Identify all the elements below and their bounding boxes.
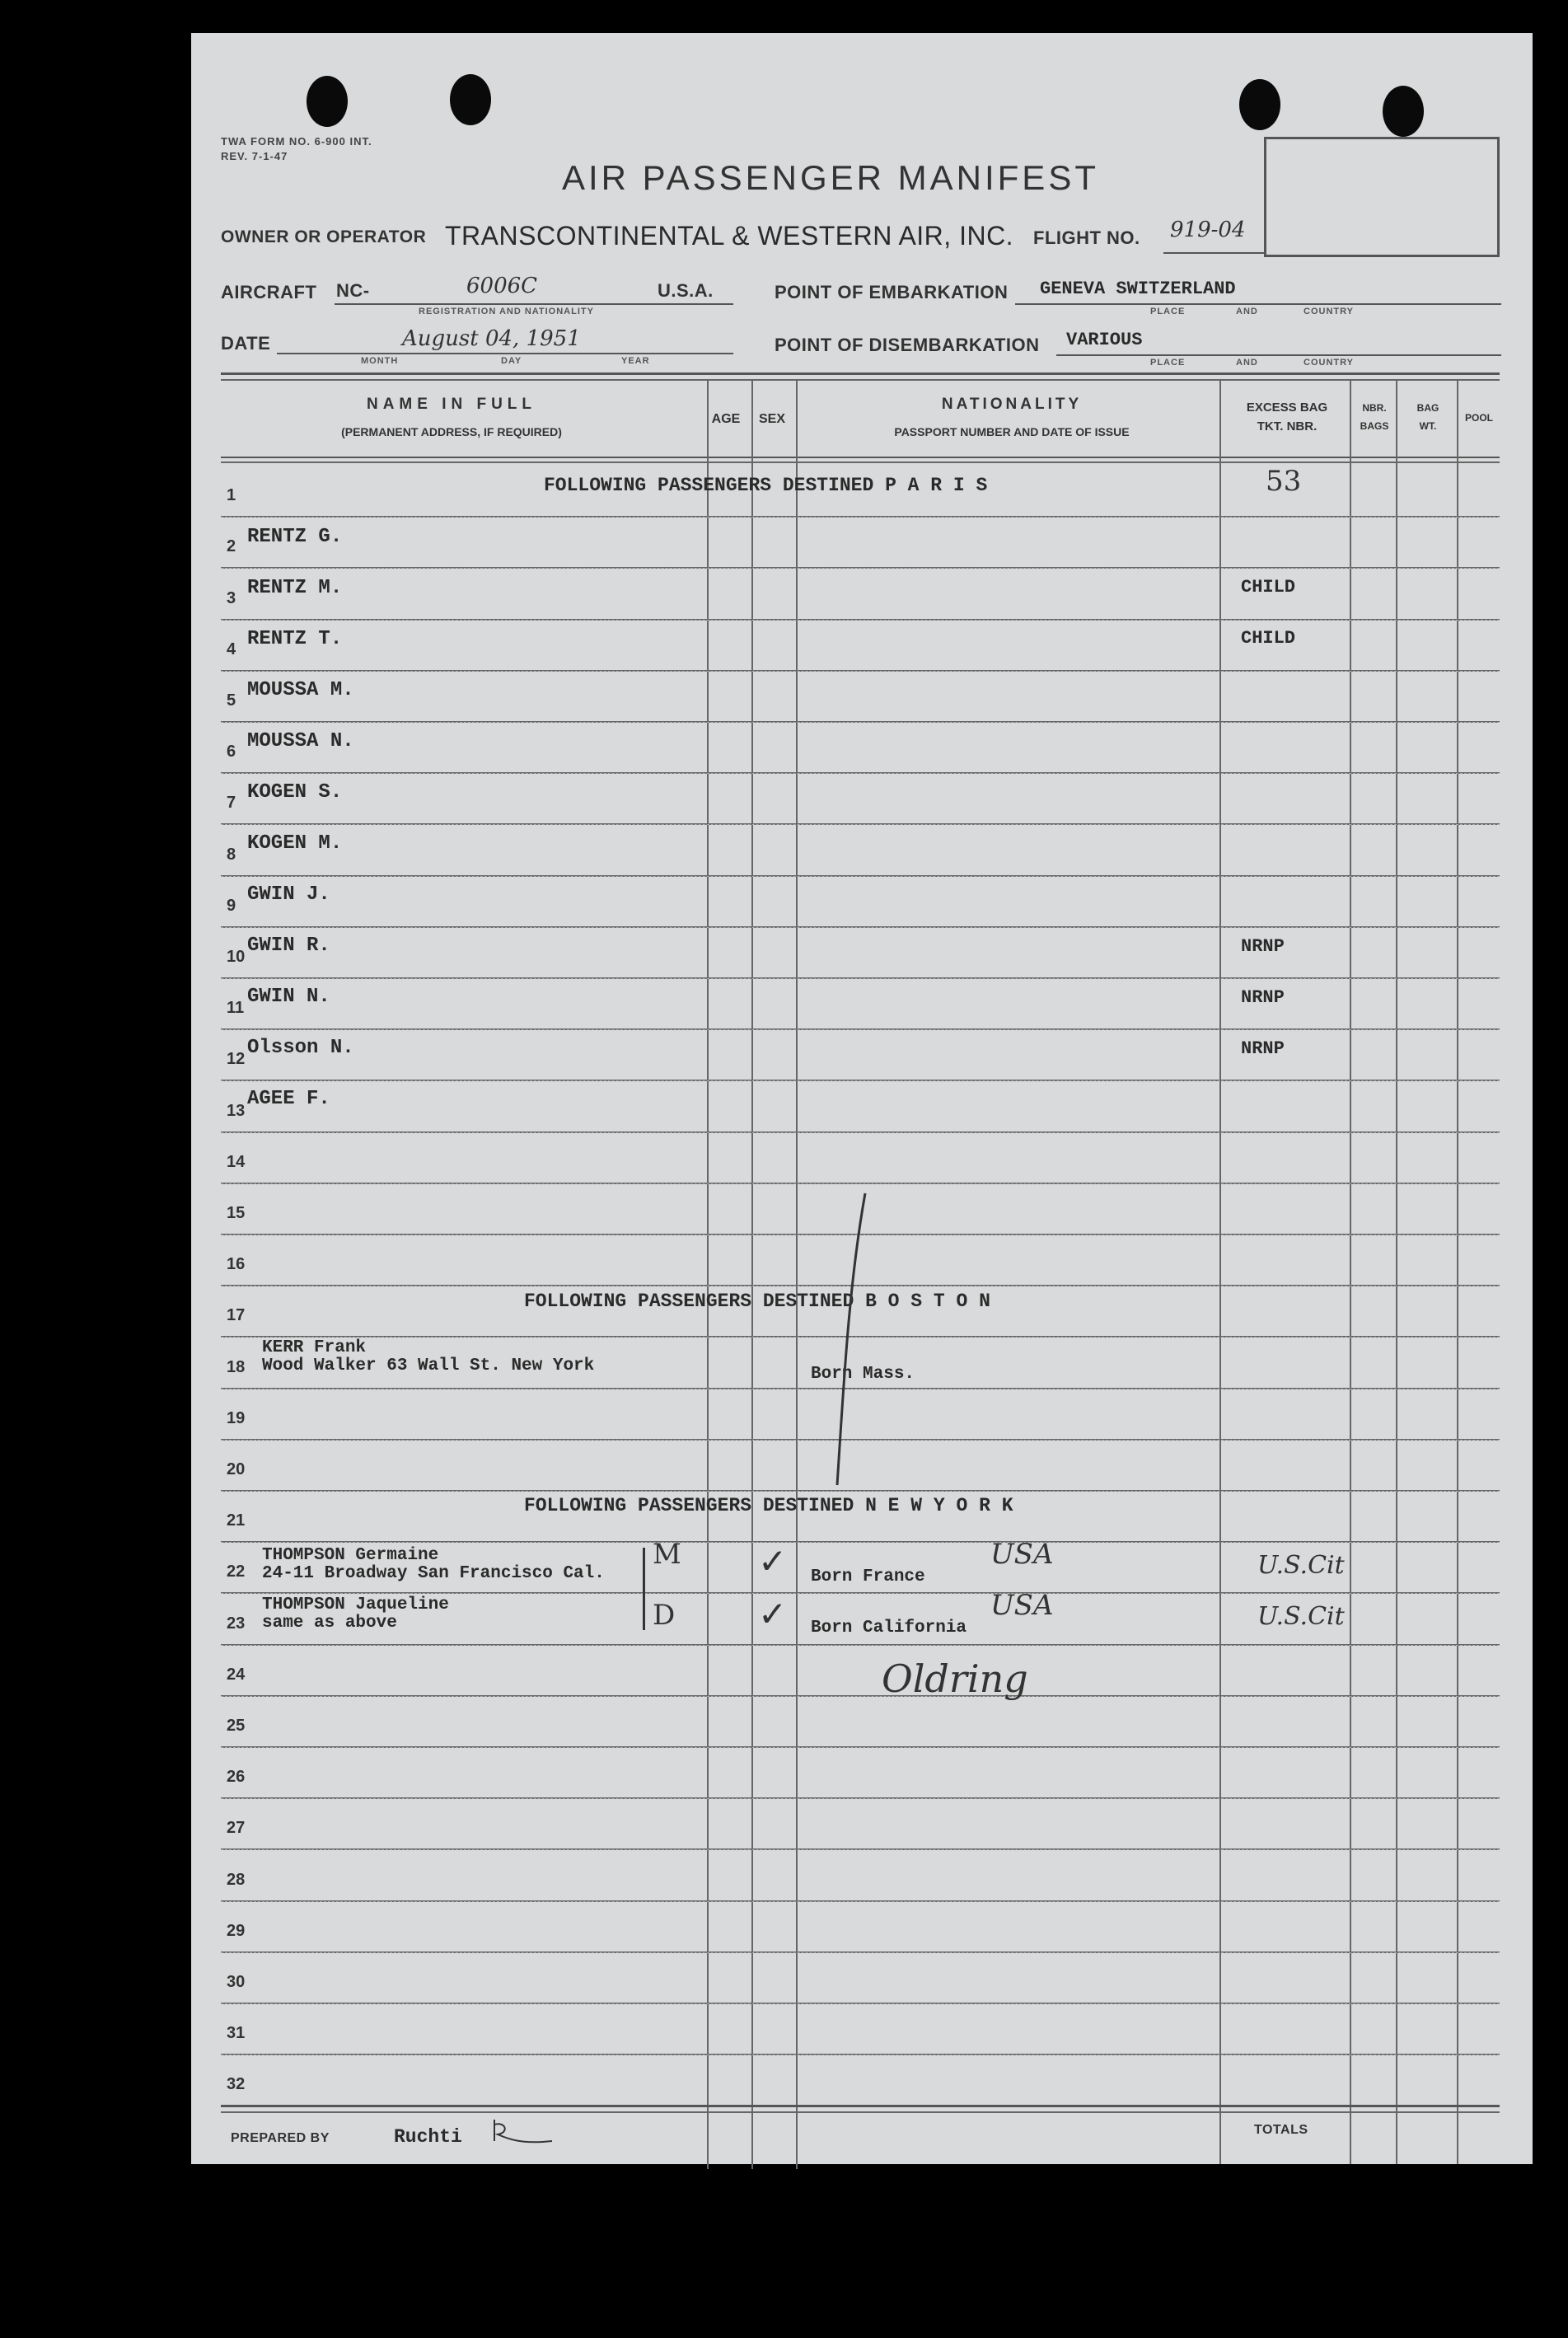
day-caption: DAY bbox=[501, 356, 522, 366]
passenger-nationality: Born California bbox=[811, 1619, 967, 1638]
punch-hole bbox=[307, 76, 348, 127]
row-line bbox=[221, 1592, 1500, 1594]
excess-note: CHILD bbox=[1241, 628, 1296, 649]
row-number: 1 bbox=[227, 486, 236, 504]
passenger-address: 24-11 Broadway San Francisco Cal. bbox=[262, 1564, 605, 1583]
form-number: TWA FORM NO. 6-900 INT. bbox=[221, 135, 372, 148]
passenger-name: THOMPSON Germaine bbox=[262, 1546, 439, 1565]
col-nbr-bags-header: NBR. BAGS bbox=[1360, 402, 1389, 432]
row-line bbox=[221, 2054, 1500, 2055]
disembark-label: POINT OF DISEMBARKATION bbox=[775, 335, 1040, 355]
passenger-name: RENTZ T. bbox=[247, 628, 343, 650]
col-bag-wt-header: BAG WT. bbox=[1416, 402, 1439, 432]
row-number: 4 bbox=[227, 640, 236, 658]
row-number: 13 bbox=[227, 1102, 246, 1120]
row-number: 17 bbox=[227, 1306, 246, 1324]
col-sex-header: SEX bbox=[758, 412, 785, 426]
row-line bbox=[221, 823, 1500, 825]
punch-hole bbox=[1239, 79, 1280, 130]
row-number: 24 bbox=[227, 1666, 246, 1684]
excess-note: NRNP bbox=[1241, 936, 1285, 957]
embark-country-caption: COUNTRY bbox=[1304, 307, 1354, 316]
pen-stroke bbox=[826, 1187, 892, 1492]
nationality-handwritten: USA bbox=[990, 1538, 1054, 1571]
row-number: 16 bbox=[227, 1255, 246, 1273]
col-pool-header: POOL bbox=[1464, 412, 1493, 424]
excess-bag-53: 53 bbox=[1266, 465, 1302, 498]
row-number: 23 bbox=[227, 1614, 246, 1633]
row-line bbox=[221, 567, 1500, 569]
row-line bbox=[221, 875, 1500, 877]
row-number: 15 bbox=[227, 1204, 246, 1222]
flight-number: 919-04 bbox=[1170, 218, 1246, 242]
disembark-and-caption: AND bbox=[1236, 358, 1258, 368]
embark-place-caption: PLACE bbox=[1150, 307, 1186, 316]
excess-note: NRNP bbox=[1241, 1038, 1285, 1059]
passenger-address: Wood Walker 63 Wall St. New York bbox=[262, 1356, 595, 1375]
excess-note: CHILD bbox=[1241, 577, 1296, 597]
passenger-name: AGEE F. bbox=[247, 1088, 330, 1110]
totals-label: TOTALS bbox=[1254, 2123, 1308, 2137]
aircraft-prefix: NC- bbox=[336, 280, 370, 301]
row-line bbox=[221, 1695, 1500, 1697]
passenger-name: THOMPSON Jaqueline bbox=[262, 1595, 449, 1614]
manifest-paper bbox=[191, 33, 1533, 2164]
passenger-name: KOGEN M. bbox=[247, 832, 343, 855]
row-line bbox=[221, 1028, 1500, 1030]
row-number: 25 bbox=[227, 1717, 246, 1735]
flight-label: FLIGHT NO. bbox=[1033, 227, 1140, 248]
row-number: 10 bbox=[227, 948, 246, 966]
prepared-by-label: PREPARED BY bbox=[231, 2131, 330, 2145]
punch-hole bbox=[1383, 86, 1424, 137]
checkmark: ✓ bbox=[758, 1541, 788, 1581]
row-line bbox=[221, 516, 1500, 518]
row-line bbox=[221, 1183, 1500, 1184]
checkmark: ✓ bbox=[758, 1594, 788, 1634]
passenger-name: GWIN J. bbox=[247, 883, 330, 906]
row-number: 32 bbox=[227, 2075, 246, 2093]
passenger-sex: M bbox=[653, 1538, 681, 1571]
row-number: 11 bbox=[227, 999, 245, 1017]
row-number: 20 bbox=[227, 1460, 246, 1478]
year-caption: YEAR bbox=[621, 356, 650, 366]
initials-mark bbox=[489, 2116, 555, 2149]
row-number: 9 bbox=[227, 897, 236, 915]
aircraft-registration: 6006C bbox=[466, 274, 538, 298]
row-line bbox=[221, 1746, 1500, 1748]
passenger-name: GWIN N. bbox=[247, 986, 330, 1008]
citizenship-note: U.S.Cit bbox=[1257, 1602, 1345, 1631]
row-number: 29 bbox=[227, 1922, 246, 1940]
disembark-place-caption: PLACE bbox=[1150, 358, 1186, 368]
passenger-nationality: Born Mass. bbox=[811, 1365, 915, 1384]
nationality-handwritten: USA bbox=[990, 1589, 1054, 1622]
passenger-name: RENTZ G. bbox=[247, 526, 343, 548]
date-label: DATE bbox=[221, 333, 271, 354]
punch-hole bbox=[450, 74, 491, 125]
row-line bbox=[221, 926, 1500, 928]
disembark-country-caption: COUNTRY bbox=[1304, 358, 1354, 368]
row-number: 19 bbox=[227, 1409, 246, 1427]
owner-value: TRANSCONTINENTAL & WESTERN AIR, INC. bbox=[445, 221, 1014, 251]
embark-label: POINT OF EMBARKATION bbox=[775, 282, 1009, 302]
disembark-value: VARIOUS bbox=[1066, 330, 1143, 350]
row-number: 6 bbox=[227, 743, 236, 761]
row-number: 18 bbox=[227, 1358, 246, 1376]
passenger-nationality: Born France bbox=[811, 1567, 925, 1586]
col-age-header: AGE bbox=[711, 412, 741, 426]
new-york-banner: FOLLOWING PASSENGERS DESTINED N E W Y O R K bbox=[524, 1495, 1013, 1516]
aircraft-caption: REGISTRATION AND NATIONALITY bbox=[419, 307, 594, 316]
prepared-by-name: Ruchti bbox=[394, 2126, 462, 2148]
passenger-name: KERR Frank bbox=[262, 1338, 367, 1357]
row-line bbox=[221, 1951, 1500, 1953]
row-number: 27 bbox=[227, 1819, 246, 1837]
citizenship-note: U.S.Cit bbox=[1257, 1551, 1345, 1580]
row-line bbox=[221, 1541, 1500, 1543]
passenger-name: Olsson N. bbox=[247, 1037, 354, 1059]
row-number: 26 bbox=[227, 1768, 246, 1786]
embark-value: GENEVA SWITZERLAND bbox=[1040, 279, 1236, 299]
passenger-name: KOGEN S. bbox=[247, 781, 343, 804]
row-line bbox=[221, 1080, 1500, 1081]
embark-and-caption: AND bbox=[1236, 307, 1258, 316]
col-excess-header: EXCESS BAG TKT. NBR. bbox=[1246, 401, 1328, 433]
col-name-header: NAME IN FULL (PERMANENT ADDRESS, IF REQUIRED) bbox=[341, 396, 562, 438]
row-line bbox=[221, 1848, 1500, 1850]
date-value: August 04, 1951 bbox=[402, 326, 581, 351]
row-number: 28 bbox=[227, 1871, 246, 1889]
form-title: AIR PASSENGER MANIFEST bbox=[562, 158, 1099, 197]
row-line bbox=[221, 619, 1500, 621]
row-number: 22 bbox=[227, 1563, 246, 1581]
handwritten-signature: Oldring bbox=[882, 1656, 1028, 1701]
passenger-name: MOUSSA M. bbox=[247, 679, 354, 701]
stamp-box bbox=[1264, 137, 1500, 257]
row-number: 3 bbox=[227, 589, 236, 607]
month-caption: MONTH bbox=[361, 356, 399, 366]
paris-banner: FOLLOWING PASSENGERS DESTINED P A R I S bbox=[544, 475, 988, 496]
row-number: 31 bbox=[227, 2024, 246, 2042]
boston-banner: FOLLOWING PASSENGERS DESTINED B O S T O N bbox=[524, 1291, 990, 1312]
row-number: 5 bbox=[227, 691, 236, 710]
row-line bbox=[221, 1132, 1500, 1133]
row-number: 30 bbox=[227, 1973, 246, 1991]
row-line bbox=[221, 670, 1500, 672]
row-number: 7 bbox=[227, 794, 236, 812]
aircraft-label: AIRCRAFT bbox=[221, 282, 317, 302]
row-number: 8 bbox=[227, 846, 236, 864]
row-number: 21 bbox=[227, 1511, 246, 1530]
col-nationality-header: NATIONALITY PASSPORT NUMBER AND DATE OF ISSUE bbox=[894, 396, 1130, 438]
row-number: 14 bbox=[227, 1153, 246, 1171]
owner-label: OWNER OR OPERATOR bbox=[221, 227, 427, 246]
passenger-sex: D bbox=[653, 1599, 676, 1632]
row-number: 2 bbox=[227, 537, 236, 555]
row-line bbox=[221, 1644, 1500, 1646]
row-line bbox=[221, 1797, 1500, 1799]
excess-note: NRNP bbox=[1241, 987, 1285, 1008]
form-revision: REV. 7-1-47 bbox=[221, 150, 288, 162]
passenger-address: same as above bbox=[262, 1614, 397, 1633]
row-line bbox=[221, 772, 1500, 774]
row-line bbox=[221, 1900, 1500, 1902]
row-line bbox=[221, 721, 1500, 723]
row-line bbox=[221, 977, 1500, 979]
passenger-name: GWIN R. bbox=[247, 935, 330, 957]
aircraft-nationality: U.S.A. bbox=[658, 280, 714, 301]
row-number: 12 bbox=[227, 1050, 246, 1068]
row-line bbox=[221, 2003, 1500, 2004]
passenger-name: RENTZ M. bbox=[247, 577, 343, 599]
passenger-name: MOUSSA N. bbox=[247, 730, 354, 752]
